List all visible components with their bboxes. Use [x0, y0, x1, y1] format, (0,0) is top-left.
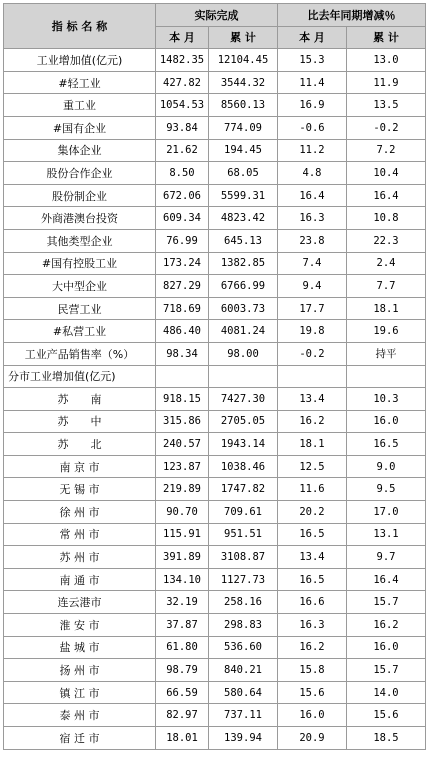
this-month-value: 76.99	[156, 229, 209, 252]
cumulative-value: 6766.99	[209, 275, 278, 298]
cumulative-value: 194.45	[209, 139, 278, 162]
this-month-value: 609.34	[156, 207, 209, 230]
yoy-month-change: 11.4	[278, 71, 347, 94]
table-row	[4, 139, 426, 162]
empty-cell	[347, 365, 426, 388]
industrial-statistics-table	[3, 3, 426, 750]
yoy-month-change: 9.4	[278, 275, 347, 298]
table-row	[4, 727, 426, 750]
empty-cell	[156, 365, 209, 388]
yoy-cumulative-change: 15.7	[347, 591, 426, 614]
yoy-month-change: 7.4	[278, 252, 347, 275]
this-month-value: 486.40	[156, 320, 209, 343]
this-month-value: 391.89	[156, 546, 209, 569]
yoy-cumulative-change: 9.5	[347, 478, 426, 501]
indicator-rows	[4, 49, 426, 365]
yoy-cumulative-change: -0.2	[347, 116, 426, 139]
row-label: 无 锡 市	[4, 478, 156, 501]
this-month-header: 本 月	[156, 26, 209, 49]
table-row	[4, 478, 426, 501]
yoy-cumulative-change: 16.4	[347, 568, 426, 591]
cumulative-value: 737.11	[209, 704, 278, 727]
row-label: 重工业	[4, 94, 156, 117]
this-month-value: 1054.53	[156, 94, 209, 117]
cumulative-value: 6003.73	[209, 297, 278, 320]
yoy-cumulative-change: 16.0	[347, 636, 426, 659]
table-row	[4, 546, 426, 569]
cumulative-value: 580.64	[209, 681, 278, 704]
yoy-month-change: 16.9	[278, 94, 347, 117]
yoy-month-change: 12.5	[278, 455, 347, 478]
table-row	[4, 659, 426, 682]
this-month-value: 82.97	[156, 704, 209, 727]
table-row	[4, 116, 426, 139]
yoy-this-month-header: 本 月	[278, 26, 347, 49]
row-label: 苏 北	[4, 433, 156, 456]
yoy-month-change: 16.0	[278, 704, 347, 727]
row-label: 集体企业	[4, 139, 156, 162]
yoy-cumulative-change: 9.0	[347, 455, 426, 478]
table-row	[4, 410, 426, 433]
this-month-value: 98.79	[156, 659, 209, 682]
row-label: 淮 安 市	[4, 614, 156, 637]
empty-cell	[209, 365, 278, 388]
this-month-value: 93.84	[156, 116, 209, 139]
table-row	[4, 229, 426, 252]
table-row	[4, 71, 426, 94]
table-row	[4, 636, 426, 659]
yoy-month-change: -0.2	[278, 342, 347, 365]
yoy-cumulative-change: 15.7	[347, 659, 426, 682]
yoy-cumulative-change: 14.0	[347, 681, 426, 704]
yoy-cumulative-change: 19.6	[347, 320, 426, 343]
yoy-cumulative-change: 17.0	[347, 501, 426, 524]
row-label: 镇 江 市	[4, 681, 156, 704]
table-row	[4, 342, 426, 365]
row-label: 盐 城 市	[4, 636, 156, 659]
row-label: 南 通 市	[4, 568, 156, 591]
yoy-cumulative-change: 13.1	[347, 523, 426, 546]
cumulative-value: 5599.31	[209, 184, 278, 207]
yoy-cumulative-change: 18.1	[347, 297, 426, 320]
this-month-value: 827.29	[156, 275, 209, 298]
cumulative-value: 8560.13	[209, 94, 278, 117]
table-row	[4, 184, 426, 207]
table-row	[4, 275, 426, 298]
yoy-month-change: 13.4	[278, 546, 347, 569]
yoy-month-change: 11.6	[278, 478, 347, 501]
this-month-value: 1482.35	[156, 49, 209, 72]
yoy-cumulative-change: 13.0	[347, 49, 426, 72]
row-label: 徐 州 市	[4, 501, 156, 524]
yoy-cumulative-change: 22.3	[347, 229, 426, 252]
yoy-month-change: 23.8	[278, 229, 347, 252]
yoy-month-change: 15.6	[278, 681, 347, 704]
yoy-month-change: 13.4	[278, 388, 347, 411]
cumulative-value: 12104.45	[209, 49, 278, 72]
yoy-month-change: 18.1	[278, 433, 347, 456]
row-label: 民营工业	[4, 297, 156, 320]
table-row	[4, 297, 426, 320]
section-divider	[4, 365, 426, 388]
this-month-value: 123.87	[156, 455, 209, 478]
table-row	[4, 388, 426, 411]
yoy-change-header: 比去年同期增减％	[278, 4, 426, 27]
this-month-value: 66.59	[156, 681, 209, 704]
row-label: #国有企业	[4, 116, 156, 139]
table-row	[4, 681, 426, 704]
this-month-value: 21.62	[156, 139, 209, 162]
cumulative-value: 840.21	[209, 659, 278, 682]
yoy-month-change: 11.2	[278, 139, 347, 162]
yoy-cumulative-change: 7.2	[347, 139, 426, 162]
yoy-cumulative-header: 累 计	[347, 26, 426, 49]
cumulative-value: 774.09	[209, 116, 278, 139]
yoy-month-change: 16.2	[278, 410, 347, 433]
this-month-value: 173.24	[156, 252, 209, 275]
yoy-cumulative-change: 9.7	[347, 546, 426, 569]
cumulative-value: 3544.32	[209, 71, 278, 94]
yoy-cumulative-change: 15.6	[347, 704, 426, 727]
cumulative-value: 1382.85	[209, 252, 278, 275]
this-month-value: 90.70	[156, 501, 209, 524]
cumulative-value: 1038.46	[209, 455, 278, 478]
row-label: #轻工业	[4, 71, 156, 94]
table-row	[4, 162, 426, 185]
yoy-cumulative-change: 18.5	[347, 727, 426, 750]
row-label: 连云港市	[4, 591, 156, 614]
cumulative-value: 1127.73	[209, 568, 278, 591]
yoy-cumulative-change: 16.4	[347, 184, 426, 207]
section-title-row	[4, 365, 426, 388]
row-label: 苏 州 市	[4, 546, 156, 569]
this-month-value: 427.82	[156, 71, 209, 94]
yoy-cumulative-change: 7.7	[347, 275, 426, 298]
yoy-month-change: 15.8	[278, 659, 347, 682]
yoy-cumulative-change: 16.5	[347, 433, 426, 456]
actual-completion-header: 实际完成	[156, 4, 278, 27]
indicator-header: 指 标 名 称	[4, 4, 156, 49]
this-month-value: 134.10	[156, 568, 209, 591]
statistics-table-container	[3, 3, 426, 750]
yoy-month-change: 15.3	[278, 49, 347, 72]
cumulative-value: 68.05	[209, 162, 278, 185]
yoy-month-change: 4.8	[278, 162, 347, 185]
section-title: 分市工业增加值(亿元)	[4, 365, 156, 388]
cumulative-value: 951.51	[209, 523, 278, 546]
this-month-value: 315.86	[156, 410, 209, 433]
cumulative-value: 645.13	[209, 229, 278, 252]
cumulative-value: 139.94	[209, 727, 278, 750]
table-row	[4, 501, 426, 524]
row-label: 股份制企业	[4, 184, 156, 207]
cumulative-value: 7427.30	[209, 388, 278, 411]
row-label: 股份合作企业	[4, 162, 156, 185]
table-row	[4, 523, 426, 546]
row-label: #国有控股工业	[4, 252, 156, 275]
this-month-value: 32.19	[156, 591, 209, 614]
table-row	[4, 433, 426, 456]
row-label: 工业增加值(亿元)	[4, 49, 156, 72]
header-row-1	[4, 4, 426, 27]
yoy-month-change: 16.5	[278, 523, 347, 546]
this-month-value: 37.87	[156, 614, 209, 637]
yoy-month-change: 20.2	[278, 501, 347, 524]
this-month-value: 98.34	[156, 342, 209, 365]
cumulative-value: 4823.42	[209, 207, 278, 230]
row-label: 常 州 市	[4, 523, 156, 546]
yoy-month-change: 16.2	[278, 636, 347, 659]
city-rows	[4, 388, 426, 750]
cumulative-value: 298.83	[209, 614, 278, 637]
row-label: 工业产品销售率（%）	[4, 342, 156, 365]
row-label: 苏 中	[4, 410, 156, 433]
table-row	[4, 49, 426, 72]
this-month-value: 718.69	[156, 297, 209, 320]
cumulative-value: 3108.87	[209, 546, 278, 569]
this-month-value: 8.50	[156, 162, 209, 185]
yoy-month-change: 16.4	[278, 184, 347, 207]
yoy-cumulative-change: 11.9	[347, 71, 426, 94]
yoy-month-change: 19.8	[278, 320, 347, 343]
this-month-value: 918.15	[156, 388, 209, 411]
row-label: 宿 迁 市	[4, 727, 156, 750]
cumulative-header: 累 计	[209, 26, 278, 49]
yoy-cumulative-change: 持平	[347, 342, 426, 365]
table-row	[4, 614, 426, 637]
cumulative-value: 709.61	[209, 501, 278, 524]
yoy-cumulative-change: 10.4	[347, 162, 426, 185]
table-row	[4, 252, 426, 275]
yoy-month-change: 20.9	[278, 727, 347, 750]
row-label: 扬 州 市	[4, 659, 156, 682]
row-label: 泰 州 市	[4, 704, 156, 727]
row-label: 南 京 市	[4, 455, 156, 478]
empty-cell	[278, 365, 347, 388]
row-label: 外商港澳台投资	[4, 207, 156, 230]
yoy-month-change: -0.6	[278, 116, 347, 139]
yoy-month-change: 16.3	[278, 207, 347, 230]
cumulative-value: 2705.05	[209, 410, 278, 433]
yoy-cumulative-change: 2.4	[347, 252, 426, 275]
row-label: 大中型企业	[4, 275, 156, 298]
yoy-month-change: 16.3	[278, 614, 347, 637]
table-row	[4, 320, 426, 343]
table-row	[4, 455, 426, 478]
cumulative-value: 1747.82	[209, 478, 278, 501]
row-label: 其他类型企业	[4, 229, 156, 252]
yoy-month-change: 16.6	[278, 591, 347, 614]
cumulative-value: 4081.24	[209, 320, 278, 343]
row-label: 苏 南	[4, 388, 156, 411]
table-row	[4, 94, 426, 117]
table-row	[4, 704, 426, 727]
yoy-cumulative-change: 16.0	[347, 410, 426, 433]
yoy-cumulative-change: 10.3	[347, 388, 426, 411]
yoy-cumulative-change: 13.5	[347, 94, 426, 117]
this-month-value: 672.06	[156, 184, 209, 207]
yoy-cumulative-change: 10.8	[347, 207, 426, 230]
cumulative-value: 258.16	[209, 591, 278, 614]
this-month-value: 240.57	[156, 433, 209, 456]
cumulative-value: 1943.14	[209, 433, 278, 456]
this-month-value: 18.01	[156, 727, 209, 750]
this-month-value: 219.89	[156, 478, 209, 501]
yoy-month-change: 16.5	[278, 568, 347, 591]
table-row	[4, 568, 426, 591]
cumulative-value: 98.00	[209, 342, 278, 365]
cumulative-value: 536.60	[209, 636, 278, 659]
table-row	[4, 207, 426, 230]
yoy-month-change: 17.7	[278, 297, 347, 320]
this-month-value: 115.91	[156, 523, 209, 546]
table-row	[4, 591, 426, 614]
this-month-value: 61.80	[156, 636, 209, 659]
yoy-cumulative-change: 16.2	[347, 614, 426, 637]
row-label: #私营工业	[4, 320, 156, 343]
